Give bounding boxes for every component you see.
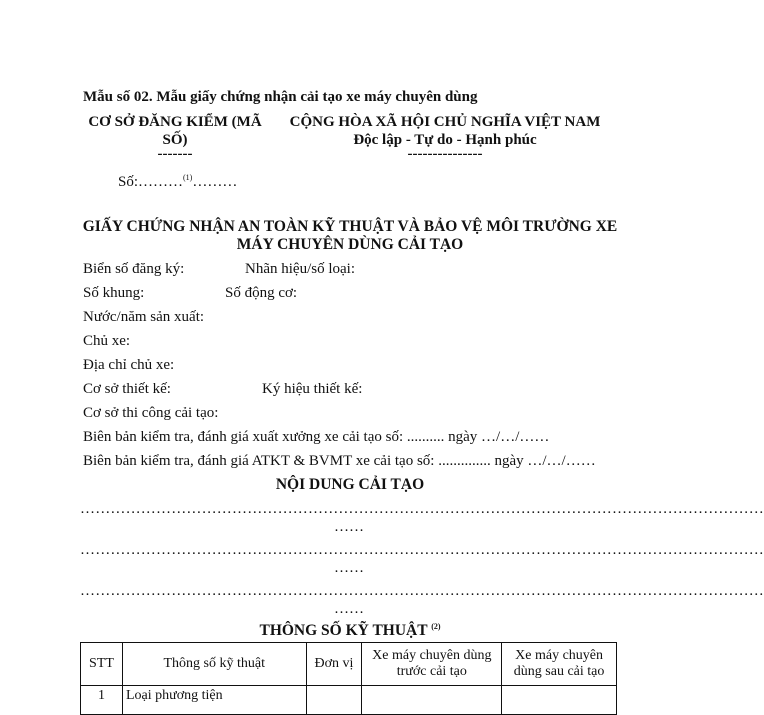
row-after <box>502 686 617 715</box>
form-title: Mẫu số 02. Mẫu giấy chứng nhận cải tạo xe máy chuyên dùng <box>83 89 478 105</box>
footnote-marker-1: (1) <box>183 173 193 182</box>
content-line-1-end: …… <box>334 519 364 535</box>
spec-title-text: THÔNG SỐ KỸ THUẬT <box>259 622 428 640</box>
spec-table-header-row <box>81 643 617 686</box>
field-engine: Số động cơ: <box>225 285 298 301</box>
national-motto: Độc lập - Tự do - Hạnh phúc <box>353 132 537 148</box>
header-unit: Đơn vị <box>306 643 362 686</box>
certificate-title <box>80 218 620 254</box>
row-param: Loại phương tiện <box>122 686 306 715</box>
certificate-title-line1: GIẤY CHỨNG NHẬN AN TOÀN KỸ THUẬT VÀ BẢO VỆ MÔI TRƯỜNG XE <box>82 218 618 235</box>
national-name: CỘNG HÒA XÃ HỘI CHỦ NGHĨA VIỆT NAM <box>289 114 601 130</box>
footnote-marker-2: (2) <box>431 622 441 631</box>
field-owner: Chủ xe: <box>83 333 131 349</box>
content-section-title: NỘI DUNG CẢI TẠO <box>275 476 425 493</box>
agency-divider: ------- <box>157 146 193 162</box>
content-line-3-end: …… <box>334 601 364 617</box>
content-line-1: ……………………………………………………………………………………………………………………… <box>80 501 764 517</box>
row-before <box>362 686 502 715</box>
table-row <box>81 686 617 715</box>
field-atkt-report: Biên bản kiểm tra, đánh giá ATKT & BVMT xe cải tạo số: .............. ngày …/…/…… <box>83 453 596 469</box>
field-design-facility: Cơ sở thiết kế: <box>83 381 171 397</box>
national-divider: --------------- <box>407 146 483 162</box>
spec-table <box>80 642 617 715</box>
certificate-title-line2: MÁY CHUYÊN DÙNG CẢI TẠO <box>236 236 464 253</box>
national-header <box>285 113 605 162</box>
content-line-3: ……………………………………………………………………………………………………………………… <box>80 583 764 599</box>
agency-name-line1: CƠ SỞ ĐĂNG KIỂM (MÃ <box>88 114 262 130</box>
field-owner-address: Địa chỉ chủ xe: <box>83 357 175 373</box>
agency-header <box>80 113 270 162</box>
row-stt: 1 <box>81 686 123 715</box>
document-number <box>118 173 237 191</box>
header-stt: STT <box>81 643 123 686</box>
field-design-code: Ký hiệu thiết kế: <box>262 381 363 397</box>
field-factory-report: Biên bản kiểm tra, đánh giá xuất xưởng xe cải tạo số: .......... ngày …/…/…… <box>83 429 550 445</box>
field-construction-facility: Cơ sở thi công cải tạo: <box>83 405 219 421</box>
content-line-2: ……………………………………………………………………………………………………………………… <box>80 542 764 558</box>
header-after: Xe máy chuyên dùng sau cải tạo <box>502 643 617 686</box>
field-origin: Nước/năm sản xuất: <box>83 309 205 325</box>
row-unit <box>306 686 362 715</box>
spec-section-title <box>80 622 620 640</box>
agency-name-line2: SỐ) <box>162 132 188 148</box>
field-plate: Biển số đăng ký: <box>83 261 185 277</box>
document-number-suffix: ……… <box>192 174 238 190</box>
field-brand: Nhãn hiệu/số loại: <box>245 261 355 277</box>
header-before: Xe máy chuyên dùng trước cải tạo <box>362 643 502 686</box>
document-number-prefix: Số:……… <box>118 174 184 190</box>
field-chassis: Số khung: <box>83 285 145 301</box>
content-line-2-end: …… <box>334 560 364 576</box>
header-param: Thông số kỹ thuật <box>122 643 306 686</box>
